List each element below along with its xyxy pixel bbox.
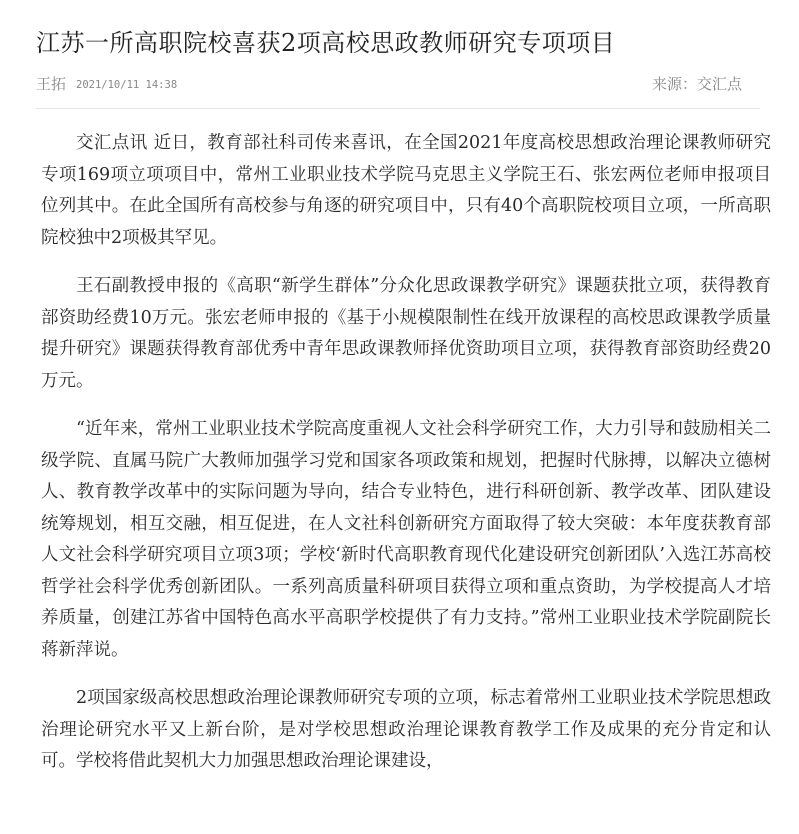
header-divider bbox=[36, 108, 760, 109]
article-body bbox=[41, 128, 771, 795]
article-paragraph: 2项国家级高校思想政治理论课教师研究专项的立项，标志着常州工业职业技术学院思想政治理论研究水平又上新台阶，是对学校思想政治理论课教育教学工作及成果的充分肯定和认可。学校将借此契机大力加强思想政治理论课建设， bbox=[41, 688, 771, 771]
article-source: 来源：交汇点 bbox=[651, 75, 742, 93]
article-meta bbox=[36, 72, 760, 96]
article-author[interactable]: 王拓 bbox=[36, 75, 67, 93]
article-date: 2021/10/11 14:38 bbox=[76, 79, 178, 91]
article-paragraph: 王石副教授申报的《高职“新学生群体”分众化思政课教学研究》课题获批立项，获得教育部资助经费10万元。张宏老师申报的《基于小规模限制性在线开放课程的高校思政课教学质量提升研究》课题获得教育部优秀中青年思政课教师择优资助项目立项，获得教育部资助经费20万元。 bbox=[41, 276, 771, 391]
article-title: 江苏一所高职院校喜获2项高校思政教师研究专项项目 bbox=[36, 29, 616, 58]
article-paragraph: “近年来，常州工业职业技术学院高度重视人文社会科学研究工作，大力引导和鼓励相关二级学院、直属马院广大教师加强学习党和国家各项政策和规划，把握时代脉搏，以解决立德树人、教育教学改革中的实际问题为导向，结合专业特色，进行科研创新、教学改革、团队建设统筹规划，相互交融，相互促进，在人文社科创新研究方面取得了较大突破：本年度获教育部人文社会科学研究项目立项3项；学校‘新时代高职教育现代化建设研究创新团队’入选江苏高校哲学社会科学优秀创新团队。一系列高质量科研项目获得立项和重点资助，为学校提高人才培养质量，创建江苏省中国特色高水平高职学校提供了有力支持。”常州工业职业技术学院副院长蒋新萍说。 bbox=[41, 419, 771, 660]
article-paragraph: 交汇点讯 近日，教育部社科司传来喜讯，在全国2021年度高校思想政治理论课教师研究专项169项立项项目中，常州工业职业技术学院马克思主义学院王石、张宏两位老师申报项目位列其中。在此全国所有高校参与角逐的研究项目中，只有40个高职院校项目立项，一所高职院校独中2项极其罕见。 bbox=[41, 133, 771, 248]
